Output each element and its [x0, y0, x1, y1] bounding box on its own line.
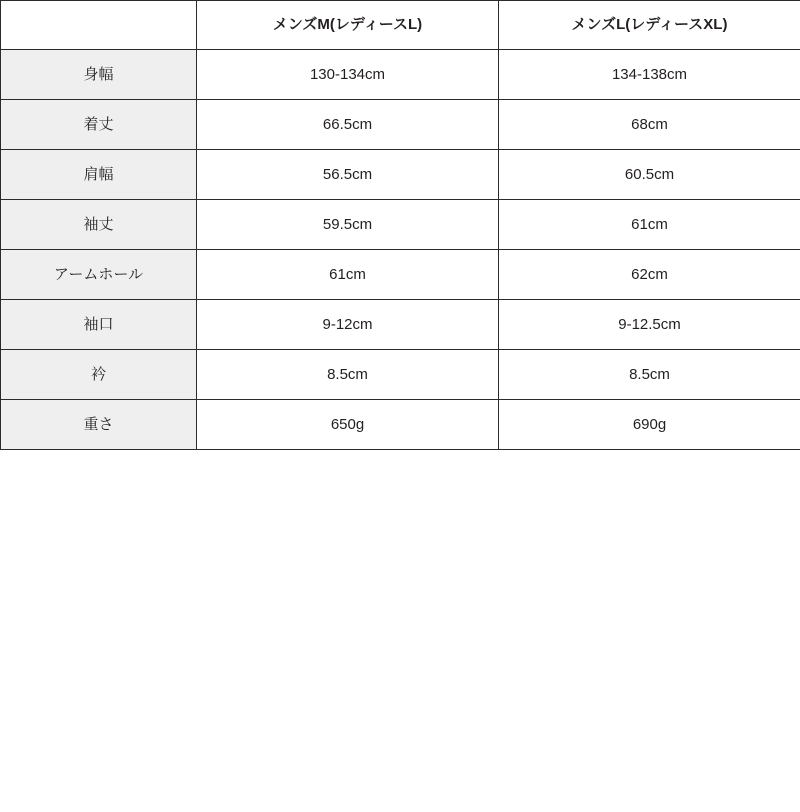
row-label: 袖丈	[1, 200, 197, 250]
row-label: 着丈	[1, 100, 197, 150]
row-label: 衿	[1, 350, 197, 400]
row-value-mens-m: 56.5cm	[197, 150, 499, 200]
row-value-mens-m: 130-134cm	[197, 50, 499, 100]
row-label: 肩幅	[1, 150, 197, 200]
row-value-mens-l: 8.5cm	[499, 350, 800, 400]
row-value-mens-l: 9-12.5cm	[499, 300, 800, 350]
row-value-mens-m: 8.5cm	[197, 350, 499, 400]
table-row	[1, 400, 800, 450]
row-value-mens-l: 690g	[499, 400, 800, 450]
table-row	[1, 100, 800, 150]
column-header-mens-m: メンズM(レディースL)	[197, 1, 499, 50]
row-label: 身幅	[1, 50, 197, 100]
row-label: 袖口	[1, 300, 197, 350]
row-value-mens-l: 60.5cm	[499, 150, 800, 200]
row-value-mens-l: 62cm	[499, 250, 800, 300]
table-row	[1, 350, 800, 400]
row-value-mens-m: 61cm	[197, 250, 499, 300]
table-row	[1, 50, 800, 100]
row-value-mens-l: 134-138cm	[499, 50, 800, 100]
row-value-mens-m: 650g	[197, 400, 499, 450]
row-label: アームホール	[1, 250, 197, 300]
table-header-row	[1, 1, 800, 50]
row-value-mens-m: 66.5cm	[197, 100, 499, 150]
column-header-mens-l: メンズL(レディースXL)	[499, 1, 800, 50]
row-value-mens-l: 68cm	[499, 100, 800, 150]
table-row	[1, 150, 800, 200]
bottom-whitespace	[0, 450, 800, 812]
table-row	[1, 200, 800, 250]
table-corner-cell	[1, 1, 197, 50]
row-label: 重さ	[1, 400, 197, 450]
row-value-mens-l: 61cm	[499, 200, 800, 250]
row-value-mens-m: 59.5cm	[197, 200, 499, 250]
row-value-mens-m: 9-12cm	[197, 300, 499, 350]
table-row	[1, 250, 800, 300]
table-row	[1, 300, 800, 350]
